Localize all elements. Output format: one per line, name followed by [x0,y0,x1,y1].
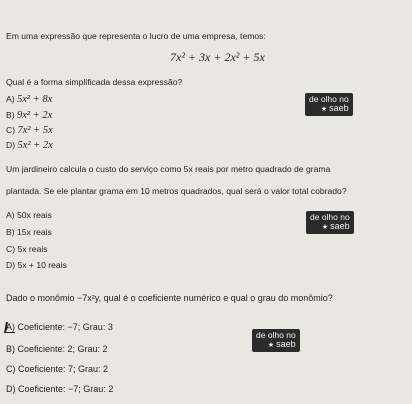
q3-option-a[interactable] [6,322,113,332]
q2-option-d[interactable] [6,260,67,270]
q2-option-a[interactable] [6,210,52,220]
option-text: Coeficiente: 7; Grau: 2 [18,364,109,374]
q3-option-b[interactable] [6,344,108,354]
q1-option-d[interactable] [6,140,53,151]
option-letter: D) [6,384,16,394]
q3-prompt: Dado o monômio −7x²y, qual é o coeficiente numérico e qual o grau do monômio? [6,293,333,303]
star-icon: ★ [321,224,329,231]
q2-prompt-line2: plantada. Se ele plantar grama em 10 metros quadrados, qual será o valor total cobrado? [6,186,347,196]
watermark-line2: saeb [329,103,349,113]
q1-expression: 7x² + 3x + 2x² + 5x [170,50,265,64]
watermark-line1: de olho no [310,212,350,222]
watermark-line2: saeb [330,221,350,231]
option-text: 15x reais [16,227,52,237]
option-text: Coeficiente: 2; Grau: 2 [17,344,108,354]
q2-option-c[interactable] [6,244,48,254]
star-icon: ★ [267,342,275,349]
option-letter: D) [6,260,16,270]
option-text: 50x reais [16,210,52,220]
q3-option-d[interactable] [6,384,113,394]
q1-prompt: Em uma expressão que representa o lucro de uma empresa, temos: [6,31,266,41]
q2-option-b[interactable] [6,227,52,237]
option-letter: A) [6,94,15,104]
q1-option-b[interactable] [6,110,52,121]
q1-question: Qual é a forma simplificada dessa expressão? [6,77,183,87]
option-letter: B) [6,344,15,354]
option-text: 7x² + 5x [17,125,53,136]
q1-option-c[interactable] [6,125,53,136]
watermark-line2: saeb [276,339,296,349]
star-icon: ★ [320,106,328,113]
watermark-badge [305,93,353,116]
option-letter: C) [6,125,16,135]
option-text: 5x reais [17,244,48,254]
option-letter: B) [6,227,15,237]
option-text: 5x² + 2x [17,140,53,151]
option-letter: C) [6,244,16,254]
q1-option-a[interactable] [6,94,52,105]
option-text: 5x + 10 reais [17,260,67,270]
option-letter: C) [6,364,16,374]
q2-prompt-line1: Um jardineiro calcula o custo do serviço como 5x reais por metro quadrado de grama [6,164,331,174]
watermark-line1: de olho no [256,330,296,340]
watermark-badge [252,329,300,352]
q3-option-c[interactable] [6,364,108,374]
option-letter: D) [6,140,16,150]
option-text: Coeficiente: −7; Grau: 2 [18,384,114,394]
option-text: 9x² + 2x [16,110,53,121]
option-letter: A) [6,210,15,220]
watermark-line1: de olho no [309,94,349,104]
option-text: Coeficiente: −7; Grau: 3 [17,322,113,332]
option-letter: B) [6,110,15,120]
option-letter: A) [6,322,15,332]
option-text: 5x² + 8x [16,94,53,105]
watermark-badge [306,211,354,234]
